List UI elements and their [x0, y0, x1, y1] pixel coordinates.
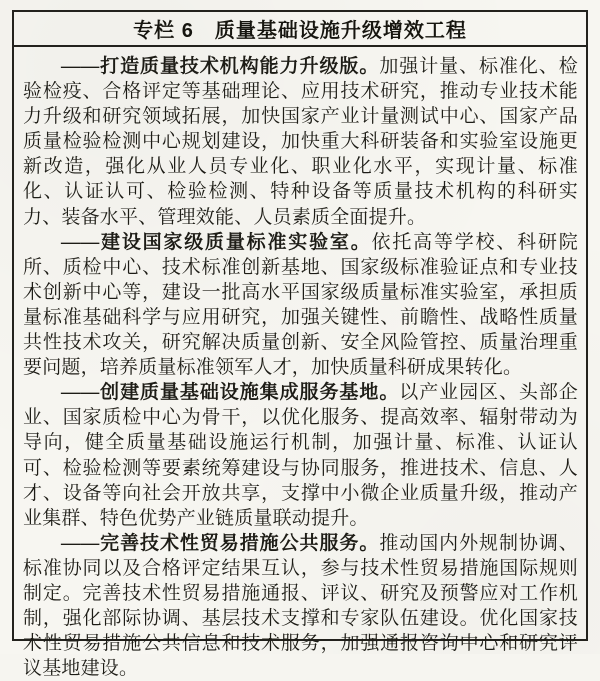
paragraph	[23, 531, 578, 681]
paragraph-lead: ——打造质量技术机构能力升级版。	[61, 56, 380, 77]
column-box-title: 专栏 6 质量基础设施升级增效工程	[133, 20, 467, 42]
paragraph-lead: ——完善技术性贸易措施公共服务。	[61, 532, 380, 554]
column-box-header	[14, 12, 586, 47]
paragraph	[23, 230, 578, 381]
paragraph-text: 以产业园区、头部企业、国家质检中心为骨干，以优化服务、提高效率、辐射带动为导向，健全质量基础设施运行机制，加强计量、标准、认证认可、检验检测等要素统筹建设与协同服务，推进技术、信息、人才、设备等向社会开放共享，支撑中小微企业质量升级，推动产业集群、特色优势产业链质量联动提升。	[23, 382, 578, 529]
paragraph-lead: ——建设国家级质量标准实验室。	[61, 231, 372, 253]
paragraph	[23, 380, 578, 531]
paragraph-text: 加强计量、标准化、检验检疫、合格评定等基础理论、应用技术研究，推动专业技术能力升级和研究领域拓展，加快国家产业计量测试中心、国家产品质量检验检测中心规划建设，加快重大科研装备和实验室设施更新改造，强化从业人员专业化、职业化水平，实现计量、标准化、认证认可、检验检测、特种设备等质量技术机构的科研实力、装备水平、管理效能、人员素质全面提升。	[23, 56, 578, 228]
column-box	[12, 10, 588, 680]
paragraph-text: 依托高等学校、科研院所、质检中心、技术标准创新基地、国家级标准验证点和专业技术创新中心等，建设一批高水平国家级质量标准实验室，承担质量标准基础科学与应用研究，加强关键性、前瞻性、战略性质量共性技术攻关，研究解决质量创新、安全风险管控、质量治理重要问题，培养质量标准领军人才，加快质量科研成果转化。	[23, 231, 578, 379]
paragraph-lead: ——创建质量基础设施集成服务基地。	[61, 382, 400, 404]
paragraph	[23, 54, 578, 230]
column-box-body	[14, 47, 586, 681]
paragraph-text: 推动国内外规制协调、标准协同以及合格评定结果互认，参与技术性贸易措施国际规则制定。完善技术性贸易措施通报、评议、研究及预警应对工作机制，强化部际协调、基层技术支撑和专家队伍建设。优化国家技术性贸易措施公共信息和技术服务，加强通报咨询中心和研究评议基地建设。	[23, 532, 578, 680]
